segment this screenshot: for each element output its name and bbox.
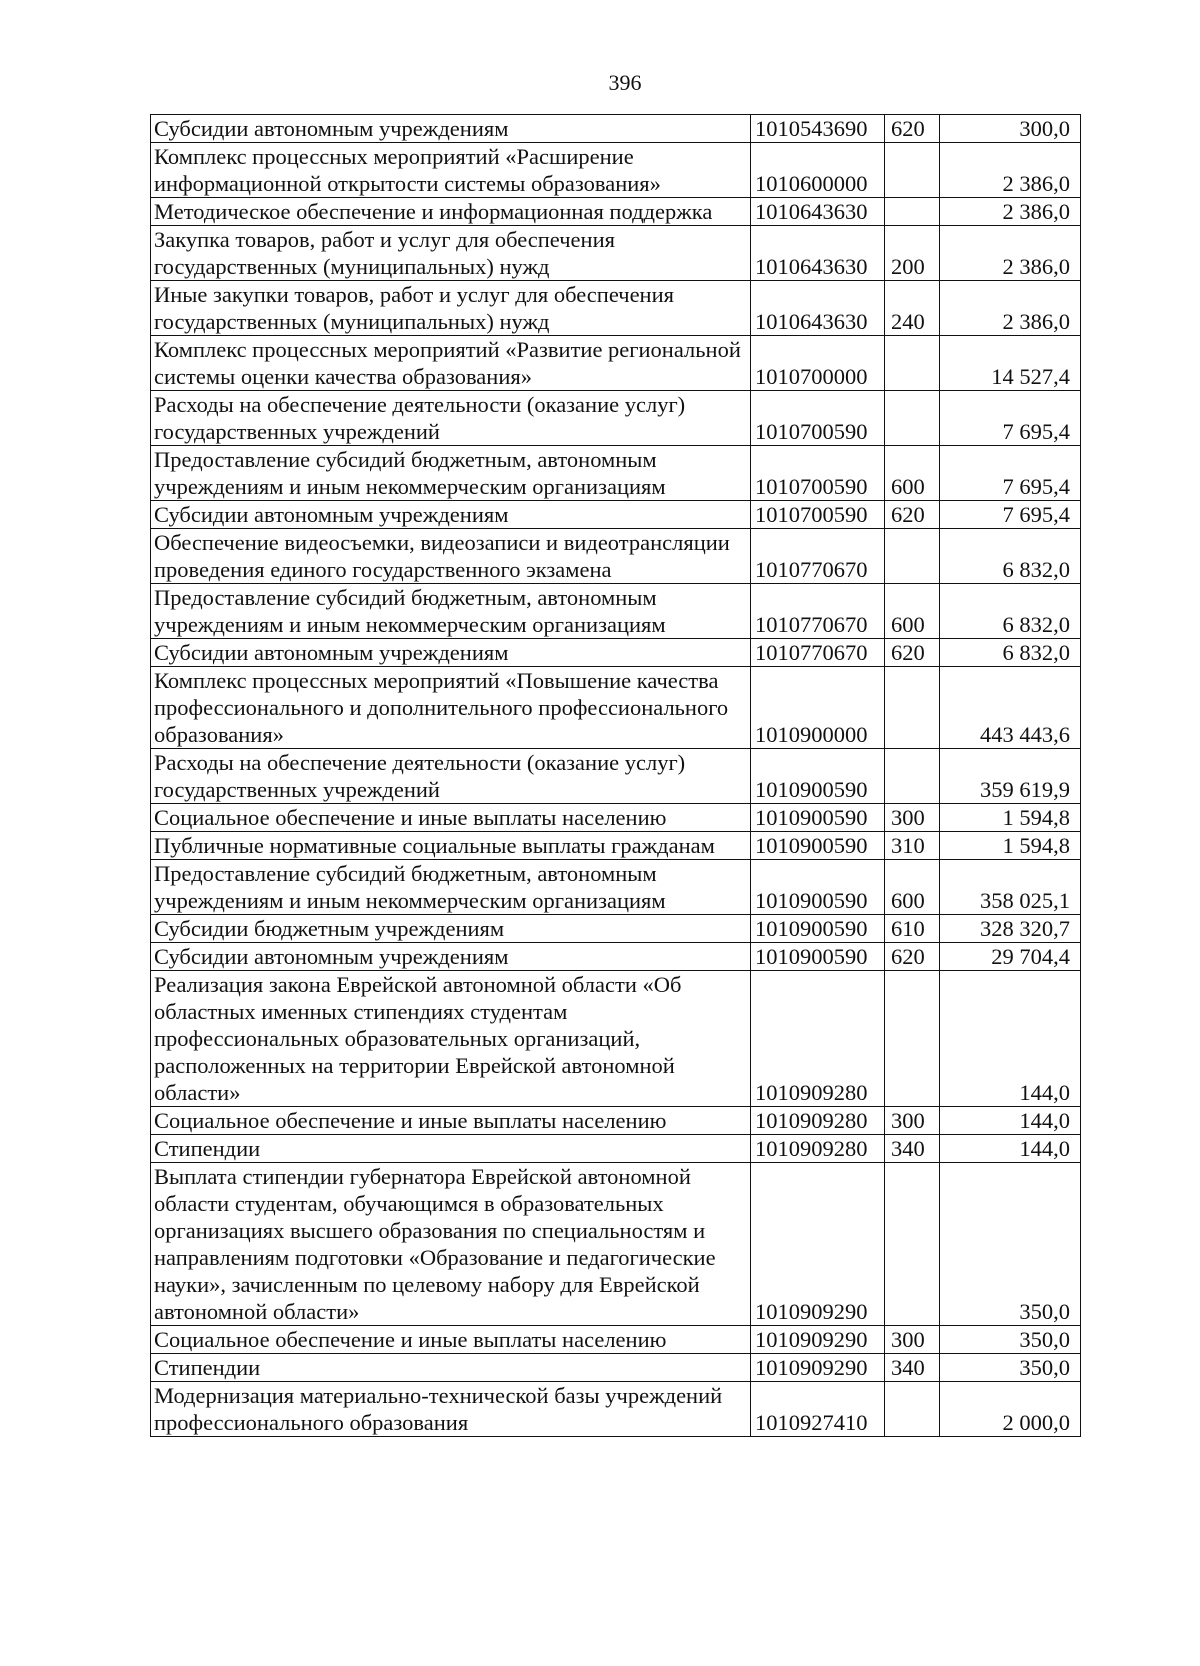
expense-type-cell: 620 bbox=[885, 115, 940, 143]
expense-type-cell bbox=[885, 1163, 940, 1326]
expense-type-cell bbox=[885, 336, 940, 391]
expense-name-cell: Предоставление субсидий бюджетным, автономным учреждениям и иным некоммерческим организациям bbox=[151, 584, 751, 639]
expense-type-cell: 620 bbox=[885, 943, 940, 971]
amount-cell: 359 619,9 bbox=[940, 749, 1081, 804]
target-code-cell: 1010700590 bbox=[751, 446, 885, 501]
amount-cell: 350,0 bbox=[940, 1326, 1081, 1354]
amount-cell: 6 832,0 bbox=[940, 584, 1081, 639]
expense-type-cell: 600 bbox=[885, 584, 940, 639]
expense-name-cell: Комплекс процессных мероприятий «Расширение информационной открытости системы образования» bbox=[151, 143, 751, 198]
table-row bbox=[151, 391, 1081, 446]
expense-type-cell: 240 bbox=[885, 281, 940, 336]
target-code-cell: 1010543690 bbox=[751, 115, 885, 143]
expense-type-cell: 620 bbox=[885, 639, 940, 667]
table-row bbox=[151, 115, 1081, 143]
table-row bbox=[151, 1354, 1081, 1382]
amount-cell: 2 386,0 bbox=[940, 226, 1081, 281]
expense-name-cell: Методическое обеспечение и информационная поддержка bbox=[151, 198, 751, 226]
budget-table bbox=[150, 114, 1081, 1437]
expense-name-cell: Расходы на обеспечение деятельности (оказание услуг) государственных учреждений bbox=[151, 749, 751, 804]
table-row bbox=[151, 336, 1081, 391]
budget-table-body bbox=[151, 115, 1081, 1437]
amount-cell: 144,0 bbox=[940, 1135, 1081, 1163]
amount-cell: 6 832,0 bbox=[940, 639, 1081, 667]
expense-type-cell bbox=[885, 971, 940, 1107]
target-code-cell: 1010700000 bbox=[751, 336, 885, 391]
expense-type-cell: 600 bbox=[885, 446, 940, 501]
expense-name-cell: Субсидии автономным учреждениям bbox=[151, 115, 751, 143]
table-row bbox=[151, 1163, 1081, 1326]
table-row bbox=[151, 584, 1081, 639]
table-row bbox=[151, 749, 1081, 804]
table-row bbox=[151, 915, 1081, 943]
amount-cell: 300,0 bbox=[940, 115, 1081, 143]
amount-cell: 7 695,4 bbox=[940, 391, 1081, 446]
expense-name-cell: Реализация закона Еврейской автономной области «Об областных именных стипендиях студентам профессиональных образовательных организаций, расположенных на территории Еврейской автономной области» bbox=[151, 971, 751, 1107]
table-row bbox=[151, 1135, 1081, 1163]
target-code-cell: 1010700590 bbox=[751, 501, 885, 529]
table-row bbox=[151, 1107, 1081, 1135]
target-code-cell: 1010770670 bbox=[751, 639, 885, 667]
target-code-cell: 1010909290 bbox=[751, 1163, 885, 1326]
table-row bbox=[151, 501, 1081, 529]
target-code-cell: 1010909280 bbox=[751, 1107, 885, 1135]
expense-type-cell bbox=[885, 1382, 940, 1437]
amount-cell: 358 025,1 bbox=[940, 860, 1081, 915]
expense-type-cell: 300 bbox=[885, 1107, 940, 1135]
amount-cell: 443 443,6 bbox=[940, 667, 1081, 749]
expense-name-cell: Выплата стипендии губернатора Еврейской автономной области студентам, обучающимся в образовательных организациях высшего образования по специальностям и направлениям подготовки «Образование и педагогические науки», зачисленным по целевому набору для Еврейской автономной области» bbox=[151, 1163, 751, 1326]
expense-type-cell: 200 bbox=[885, 226, 940, 281]
table-row bbox=[151, 198, 1081, 226]
target-code-cell: 1010900000 bbox=[751, 667, 885, 749]
expense-name-cell: Предоставление субсидий бюджетным, автономным учреждениям и иным некоммерческим организациям bbox=[151, 860, 751, 915]
target-code-cell: 1010900590 bbox=[751, 749, 885, 804]
expense-name-cell: Социальное обеспечение и иные выплаты населению bbox=[151, 1107, 751, 1135]
target-code-cell: 1010600000 bbox=[751, 143, 885, 198]
table-row bbox=[151, 281, 1081, 336]
expense-type-cell bbox=[885, 198, 940, 226]
amount-cell: 6 832,0 bbox=[940, 529, 1081, 584]
table-row bbox=[151, 804, 1081, 832]
expense-name-cell: Субсидии бюджетным учреждениям bbox=[151, 915, 751, 943]
expense-name-cell: Социальное обеспечение и иные выплаты населению bbox=[151, 1326, 751, 1354]
expense-name-cell: Стипендии bbox=[151, 1354, 751, 1382]
table-row bbox=[151, 1382, 1081, 1437]
expense-name-cell: Публичные нормативные социальные выплаты гражданам bbox=[151, 832, 751, 860]
expense-name-cell: Субсидии автономным учреждениям bbox=[151, 639, 751, 667]
target-code-cell: 1010927410 bbox=[751, 1382, 885, 1437]
amount-cell: 29 704,4 bbox=[940, 943, 1081, 971]
target-code-cell: 1010900590 bbox=[751, 804, 885, 832]
table-row bbox=[151, 529, 1081, 584]
expense-name-cell: Комплекс процессных мероприятий «Развитие региональной системы оценки качества образования» bbox=[151, 336, 751, 391]
expense-type-cell bbox=[885, 143, 940, 198]
target-code-cell: 1010643630 bbox=[751, 226, 885, 281]
amount-cell: 7 695,4 bbox=[940, 501, 1081, 529]
amount-cell: 14 527,4 bbox=[940, 336, 1081, 391]
table-row bbox=[151, 860, 1081, 915]
table-row bbox=[151, 639, 1081, 667]
table-row bbox=[151, 971, 1081, 1107]
target-code-cell: 1010909280 bbox=[751, 971, 885, 1107]
target-code-cell: 1010643630 bbox=[751, 198, 885, 226]
expense-name-cell: Закупка товаров, работ и услуг для обеспечения государственных (муниципальных) нужд bbox=[151, 226, 751, 281]
expense-name-cell: Модернизация материально-технической базы учреждений профессионального образования bbox=[151, 1382, 751, 1437]
expense-type-cell: 310 bbox=[885, 832, 940, 860]
table-row bbox=[151, 832, 1081, 860]
expense-name-cell: Комплекс процессных мероприятий «Повышение качества профессионального и дополнительного профессионального образования» bbox=[151, 667, 751, 749]
expense-type-cell: 600 bbox=[885, 860, 940, 915]
target-code-cell: 1010900590 bbox=[751, 943, 885, 971]
amount-cell: 2 386,0 bbox=[940, 198, 1081, 226]
expense-type-cell bbox=[885, 749, 940, 804]
expense-name-cell: Обеспечение видеосъемки, видеозаписи и видеотрансляции проведения единого государственного экзамена bbox=[151, 529, 751, 584]
amount-cell: 1 594,8 bbox=[940, 804, 1081, 832]
target-code-cell: 1010909290 bbox=[751, 1326, 885, 1354]
expense-type-cell: 620 bbox=[885, 501, 940, 529]
target-code-cell: 1010909290 bbox=[751, 1354, 885, 1382]
table-row bbox=[151, 1326, 1081, 1354]
expense-name-cell: Предоставление субсидий бюджетным, автономным учреждениям и иным некоммерческим организациям bbox=[151, 446, 751, 501]
table-row bbox=[151, 226, 1081, 281]
target-code-cell: 1010900590 bbox=[751, 860, 885, 915]
expense-name-cell: Субсидии автономным учреждениям bbox=[151, 943, 751, 971]
table-row bbox=[151, 667, 1081, 749]
expense-type-cell bbox=[885, 529, 940, 584]
amount-cell: 7 695,4 bbox=[940, 446, 1081, 501]
expense-name-cell: Расходы на обеспечение деятельности (оказание услуг) государственных учреждений bbox=[151, 391, 751, 446]
expense-name-cell: Стипендии bbox=[151, 1135, 751, 1163]
amount-cell: 144,0 bbox=[940, 1107, 1081, 1135]
target-code-cell: 1010900590 bbox=[751, 832, 885, 860]
table-row bbox=[151, 143, 1081, 198]
expense-type-cell bbox=[885, 391, 940, 446]
expense-name-cell: Социальное обеспечение и иные выплаты населению bbox=[151, 804, 751, 832]
page-number: 396 bbox=[608, 70, 642, 95]
target-code-cell: 1010909280 bbox=[751, 1135, 885, 1163]
expense-type-cell: 340 bbox=[885, 1354, 940, 1382]
target-code-cell: 1010700590 bbox=[751, 391, 885, 446]
table-row bbox=[151, 943, 1081, 971]
target-code-cell: 1010643630 bbox=[751, 281, 885, 336]
expense-name-cell: Иные закупки товаров, работ и услуг для обеспечения государственных (муниципальных) нужд bbox=[151, 281, 751, 336]
expense-name-cell: Субсидии автономным учреждениям bbox=[151, 501, 751, 529]
amount-cell: 1 594,8 bbox=[940, 832, 1081, 860]
target-code-cell: 1010770670 bbox=[751, 584, 885, 639]
amount-cell: 2 386,0 bbox=[940, 281, 1081, 336]
amount-cell: 328 320,7 bbox=[940, 915, 1081, 943]
expense-type-cell: 610 bbox=[885, 915, 940, 943]
amount-cell: 144,0 bbox=[940, 971, 1081, 1107]
amount-cell: 350,0 bbox=[940, 1354, 1081, 1382]
expense-type-cell: 300 bbox=[885, 1326, 940, 1354]
amount-cell: 2 386,0 bbox=[940, 143, 1081, 198]
expense-type-cell: 300 bbox=[885, 804, 940, 832]
expense-type-cell: 340 bbox=[885, 1135, 940, 1163]
expense-type-cell bbox=[885, 667, 940, 749]
table-row bbox=[151, 446, 1081, 501]
target-code-cell: 1010900590 bbox=[751, 915, 885, 943]
amount-cell: 2 000,0 bbox=[940, 1382, 1081, 1437]
amount-cell: 350,0 bbox=[940, 1163, 1081, 1326]
target-code-cell: 1010770670 bbox=[751, 529, 885, 584]
